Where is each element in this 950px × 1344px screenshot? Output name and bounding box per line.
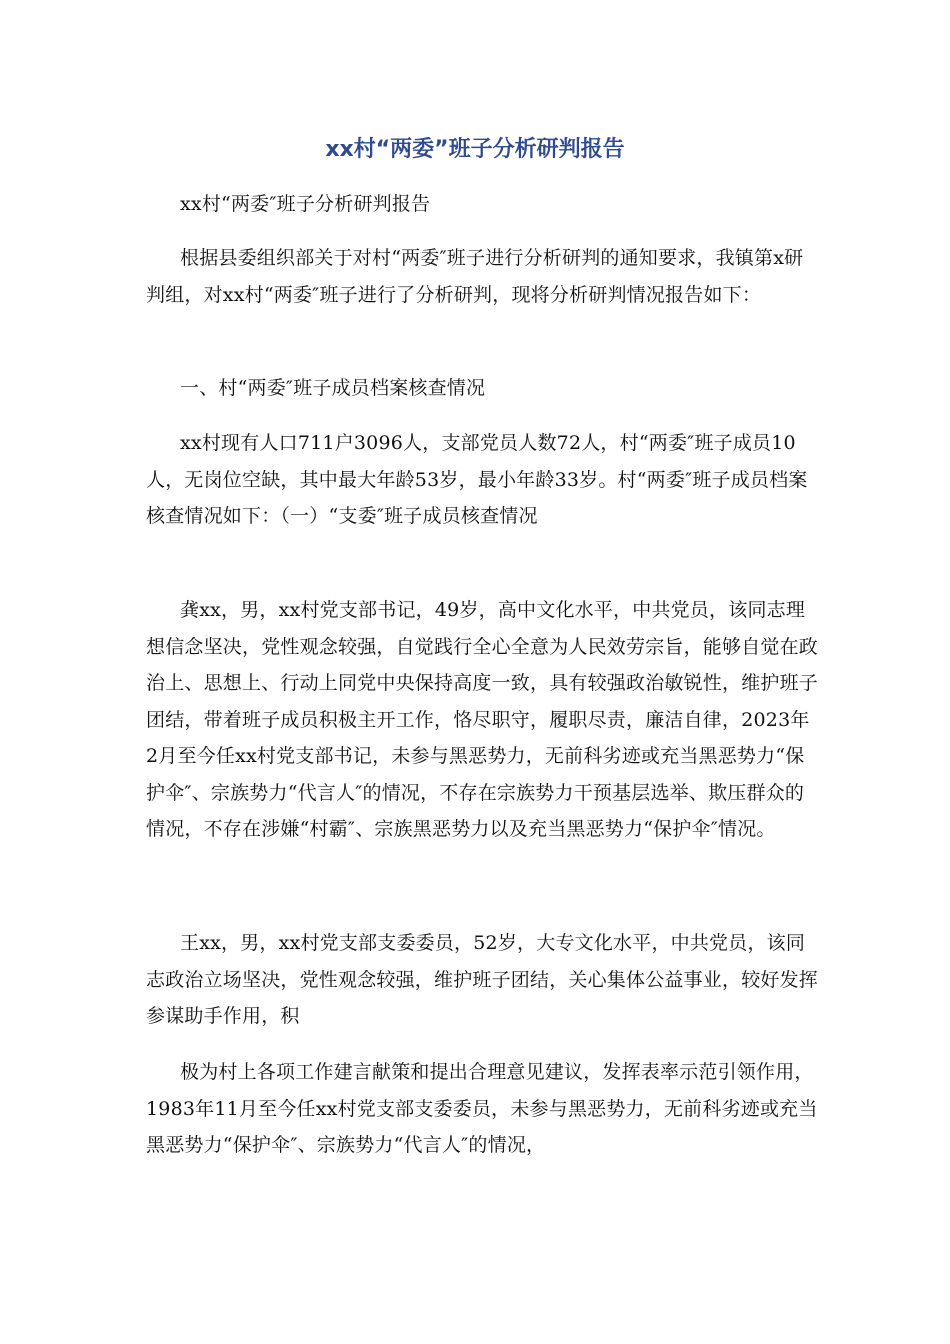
- paragraph-member-gong: 龚xx，男，xx村党支部书记，49岁，高中文化水平，中共党员，该同志理想信念坚决，党性观念较强，自觉践行全心全意为人民效劳宗旨，能够自觉在政治上、思想上、行动上同党中央保持高度一致，具有较强政治敏锐性，维护班子团结，带着班子成员积极主开工作，恪尽职守，履职尽责，廉洁自律，2023年2月至今任xx村党支部书记，未参与黑恶势力，无前科劣迹或充当黑恶势力“保护伞″、宗族势力“代言人″的情况，不存在宗族势力干预基层选举、欺压群众的情况，不存在涉嫌“村霸″、宗族黑恶势力以及充当黑恶势力“保护伞″情况。: [146, 599, 819, 840]
- paragraph-village-overview: xx村现有人口711户3096人，支部党员人数72人，村“两委″班子成员10人，无岗位空缺，其中最大年龄53岁，最小年龄33岁。村“两委″班子成员档案核查情况如下：（一）“支委″班子成员核查情况: [146, 432, 808, 527]
- paragraph-member-wang-continued: 极为村上各项工作建言献策和提出合理意见建议，发挥表率示范引领作用，1983年11月至今任xx村党支部支委委员，未参与黑恶势力，无前科劣迹或充当黑恶势力“保护伞″、宗族势力“代言人″的情况，: [146, 1061, 818, 1156]
- paragraph-intro: 根据县委组织部关于对村“两委″班子进行分析研判的通知要求，我镇第x研判组，对xx村“两委″班子进行了分析研判，现将分析研判情况报告如下：: [146, 247, 804, 306]
- paragraph-member-wang: 王xx，男，xx村党支部支委委员，52岁，大专文化水平，中共党员，该同志政治立场坚决，党性观念较强，维护班子团结，关心集体公益事业，较好发挥参谋助手作用，积: [146, 932, 819, 1027]
- document-title: xx村“两委”班子分析研判报告: [325, 137, 625, 162]
- section-heading-1: 一、村“两委″班子成员档案核查情况: [180, 377, 486, 399]
- paragraph-subtitle: xx村“两委″班子分析研判报告: [180, 193, 431, 215]
